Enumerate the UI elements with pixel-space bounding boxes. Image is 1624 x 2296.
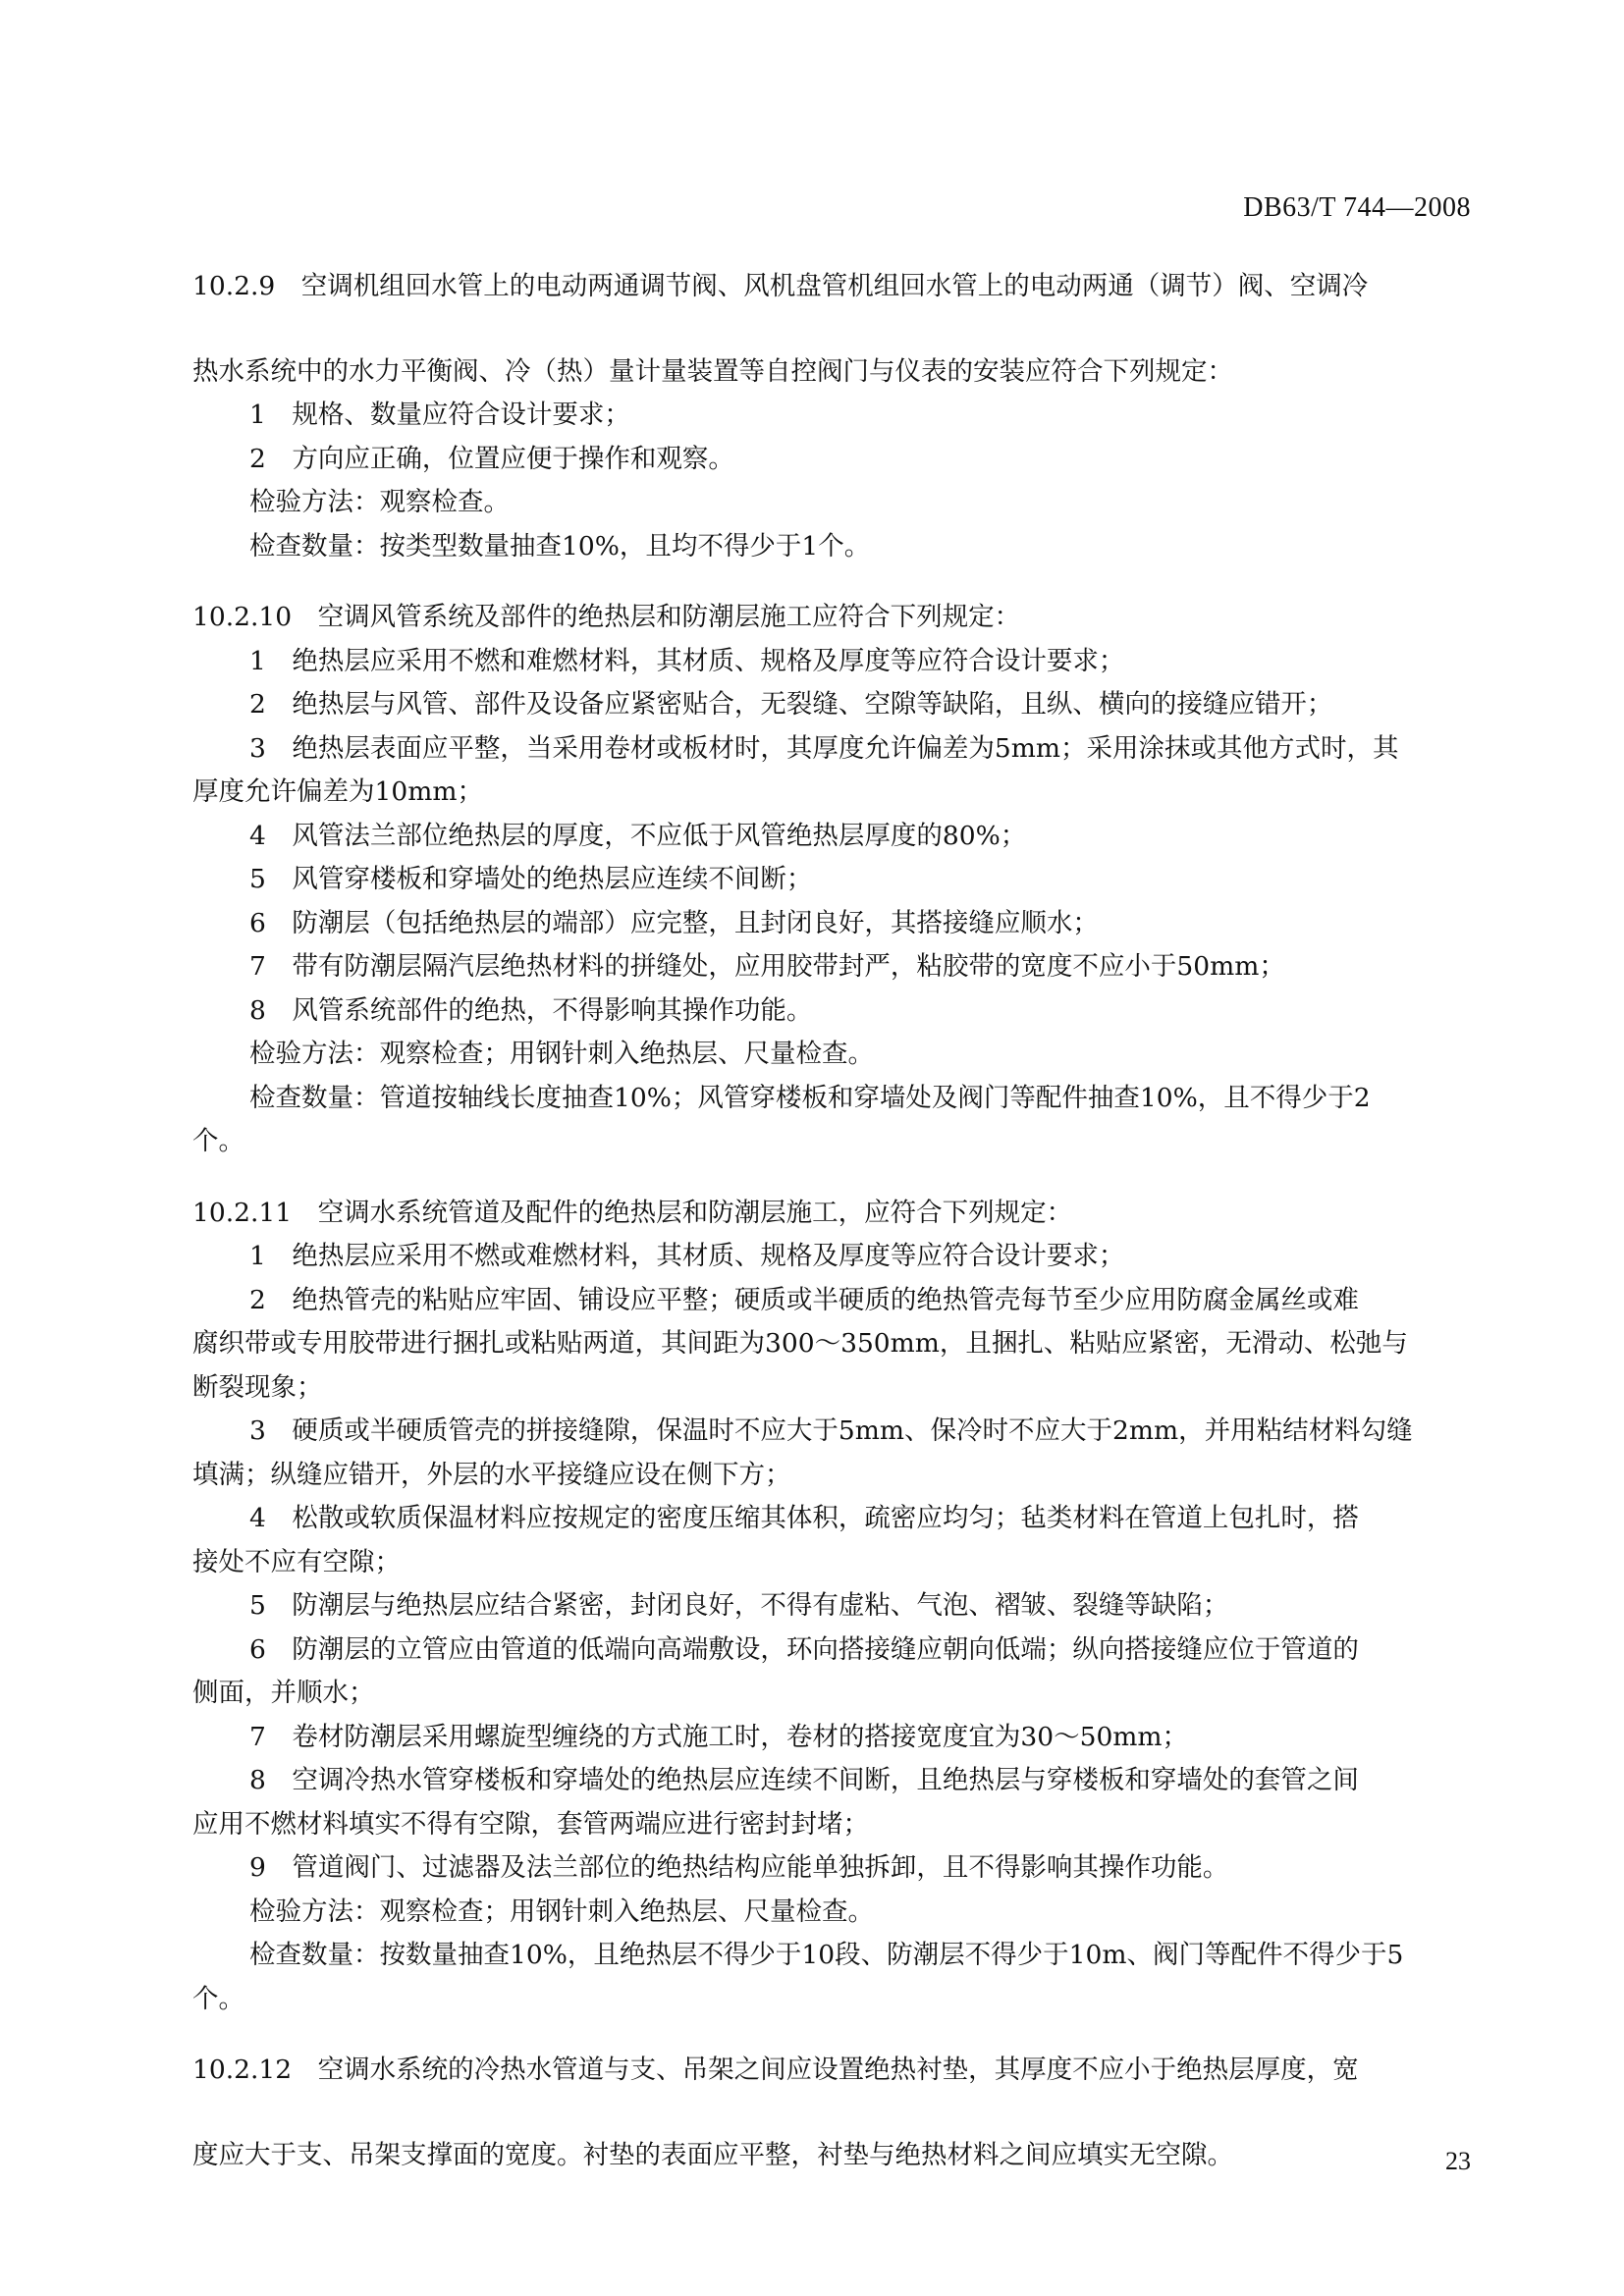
section-title-continued: 热水系统中的水力平衡阀、冷（热）量计量装置等自控阀门与仪表的安装应符合下列规定： — [192, 355, 1233, 387]
inspection-quantity-continued: 个。 — [192, 1983, 244, 2014]
list-item-continued: 侧面，并顺水； — [192, 1678, 375, 1708]
inspection-quantity: 检查数量：按类型数量抽查10%，且均不得少于1个。 — [249, 530, 871, 561]
list-item-continued: 接处不应有空隙； — [192, 1546, 401, 1577]
list-item: 8 空调冷热水管穿楼板和穿墙处的绝热层应连续不间断，且绝热层与穿楼板和穿墙处的套管之间 — [249, 1765, 1359, 1795]
list-item: 8 风管系统部件的绝热，不得影响其操作功能。 — [249, 994, 813, 1026]
list-item: 7 卷材防潮层采用螺旋型缠绕的方式施工时，卷材的搭接宽度宜为30～50mm； — [249, 1721, 1189, 1752]
list-item: 3 绝热层表面应平整，当采用卷材或板材时，其厚度允许偏差为5mm；采用涂抹或其他方式时，其 — [249, 732, 1399, 764]
list-item: 1 绝热层应采用不燃或难燃材料，其材质、规格及厚度等应符合设计要求； — [249, 1241, 1125, 1271]
list-item: 6 防潮层的立管应由管道的低端向高端敷设，环向搭接缝应朝向低端；纵向搭接缝应位于管道的 — [249, 1633, 1359, 1665]
list-item: 5 防潮层与绝热层应结合紧密，封闭良好，不得有虚粘、气泡、褶皱、裂缝等缺陷； — [249, 1590, 1229, 1621]
inspection-method: 检验方法：观察检查。 — [249, 487, 510, 517]
list-item: 5 风管穿楼板和穿墙处的绝热层应连续不间断； — [249, 864, 813, 894]
list-item: 1 规格、数量应符合设计要求； — [249, 400, 630, 430]
list-item: 2 方向应正确，位置应便于操作和观察。 — [249, 443, 734, 474]
list-item: 2 绝热管壳的粘贴应牢固、铺设应平整；硬质或半硬质的绝热管壳每节至少应用防腐金属丝或难 — [249, 1284, 1359, 1315]
page-number: 23 — [1445, 2147, 1471, 2175]
section-10-2-9 — [192, 265, 1473, 568]
inspection-quantity-continued: 个。 — [192, 1126, 244, 1156]
section-title: 10.2.9 空调机组回水管上的电动两通调节阀、风机盘管机组回水管上的电动两通（调节）阀、空调冷 — [192, 271, 1369, 301]
list-item: 2 绝热层与风管、部件及设备应紧密贴合，无裂缝、空隙等缺陷，且纵、横向的接缝应错开； — [249, 689, 1333, 720]
list-item: 1 绝热层应采用不燃和难燃材料，其材质、规格及厚度等应符合设计要求； — [249, 645, 1125, 676]
section-title: 10.2.12 空调水系统的冷热水管道与支、吊架之间应设置绝热衬垫，其厚度不应小于绝热层厚度，宽 — [192, 2055, 1359, 2085]
list-item: 4 松散或软质保温材料应按规定的密度压缩其体积，疏密应均匀；毡类材料在管道上包扎时，搭 — [249, 1503, 1359, 1533]
inspection-method: 检验方法：观察检查；用钢针刺入绝热层、尺量检查。 — [249, 1039, 874, 1069]
inspection-method: 检验方法：观察检查；用钢针刺入绝热层、尺量检查。 — [249, 1896, 874, 1927]
section-10-2-10 — [192, 596, 1473, 1164]
section-10-2-11 — [192, 1192, 1473, 2022]
section-title: 10.2.11 空调水系统管道及配件的绝热层和防潮层施工，应符合下列规定： — [192, 1197, 1073, 1228]
list-item-continued: 断裂现象； — [192, 1371, 323, 1403]
list-item: 9 管道阀门、过滤器及法兰部位的绝热结构应能单独拆卸，且不得影响其操作功能。 — [249, 1852, 1229, 1883]
list-item-continued: 厚度允许偏差为10mm； — [192, 776, 483, 807]
list-item: 6 防潮层（包括绝热层的端部）应完整，且封闭良好，其搭接缝应顺水； — [249, 907, 1099, 938]
inspection-quantity: 检查数量：按数量抽查10%，且绝热层不得少于10段、防潮层不得少于10m、阀门等配件不得少于5 — [249, 1940, 1404, 1970]
document-code: DB63/T 744—2008 — [1243, 192, 1471, 223]
list-item: 7 带有防潮层隔汽层绝热材料的拼缝处，应用胶带封严，粘胶带的宽度不应小于50mm； — [249, 951, 1285, 982]
list-item: 4 风管法兰部位绝热层的厚度，不应低于风管绝热层厚度的80%； — [249, 820, 1027, 851]
list-item-continued: 应用不燃材料填实不得有空隙，套管两端应进行密封封堵； — [192, 1808, 869, 1840]
document-body — [192, 265, 1473, 2177]
section-title-continued: 度应大于支、吊架支撑面的宽度。衬垫的表面应平整，衬垫与绝热材料之间应填实无空隙。 — [192, 2139, 1233, 2170]
inspection-quantity: 检查数量：管道按轴线长度抽查10%；风管穿楼板和穿墙处及阀门等配件抽查10%，且不得少于2 — [249, 1082, 1371, 1113]
section-10-2-12 — [192, 2049, 1473, 2177]
list-item-continued: 填满；纵缝应错开，外层的水平接缝应设在侧下方； — [192, 1459, 791, 1490]
section-title: 10.2.10 空调风管系统及部件的绝热层和防潮层施工应符合下列规定： — [192, 602, 1021, 632]
list-item: 3 硬质或半硬质管壳的拼接缝隙，保温时不应大于5mm、保冷时不应大于2mm，并用粘结材料勾缝 — [249, 1415, 1413, 1446]
list-item-continued: 腐织带或专用胶带进行捆扎或粘贴两道，其间距为300～350mm，且捆扎、粘贴应紧密，无滑动、松弛与 — [192, 1328, 1408, 1359]
